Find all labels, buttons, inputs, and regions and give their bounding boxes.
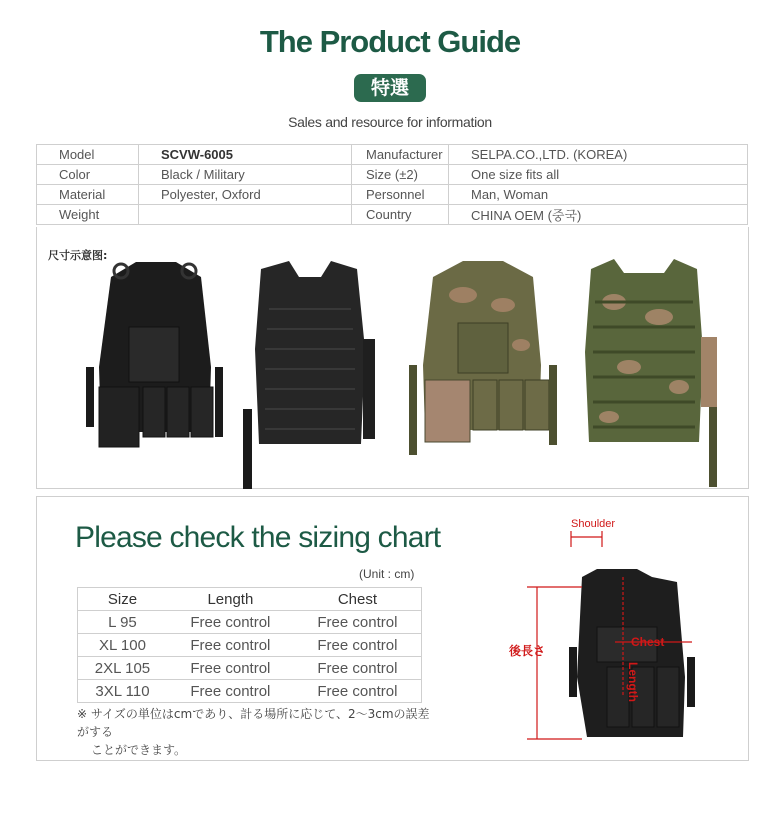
spec-label: Size (±2) xyxy=(352,165,449,185)
special-badge: 特選 xyxy=(354,74,426,102)
size-cell: XL 100 xyxy=(78,634,167,657)
spec-value: Black / Military xyxy=(139,165,352,185)
camo-vest-back-image xyxy=(569,257,729,492)
spec-value: Polyester, Oxford xyxy=(139,185,352,205)
length-label: Length xyxy=(626,662,640,702)
chest-cell: Free control xyxy=(294,634,422,657)
spec-value: SELPA.CO.,LTD. (KOREA) xyxy=(449,145,748,165)
spec-value: One size fits all xyxy=(449,165,748,185)
chest-cell: Free control xyxy=(294,657,422,680)
sizing-header: Size xyxy=(107,590,138,608)
spec-value xyxy=(139,205,352,225)
black-vest-back-image xyxy=(239,259,379,494)
shoulder-label: Shoulder xyxy=(571,518,616,530)
page-subtitle: Sales and resource for information xyxy=(288,114,492,130)
spec-row xyxy=(37,205,748,225)
photo-caption: 尺寸示意图: xyxy=(48,249,108,262)
page-title: The Product Guide xyxy=(259,24,521,59)
size-cell: L 95 xyxy=(78,611,167,634)
unit-label: (Unit : cm) xyxy=(359,567,415,581)
spec-label: Weight xyxy=(37,205,139,225)
sizing-title: Please check the sizing chart xyxy=(75,521,441,554)
spec-label: Color xyxy=(37,165,139,185)
spec-label: Personnel xyxy=(352,185,449,205)
sizing-header: Chest xyxy=(337,590,377,608)
chest-label: Chest xyxy=(631,635,665,649)
product-photos xyxy=(36,227,749,489)
sizing-header: Length xyxy=(207,590,254,608)
length-cell: Free control xyxy=(167,657,294,680)
note-line: ※ サイズの単位はcmであり、計る場所に応じて、2～3cmの誤差がする xyxy=(77,707,430,739)
spec-label: Manufacturer xyxy=(352,145,449,165)
spec-row xyxy=(37,165,748,185)
chest-cell: Free control xyxy=(294,680,422,703)
spec-label: Model xyxy=(37,145,139,165)
measurement-diagram xyxy=(37,497,748,760)
spec-value: Man, Woman xyxy=(449,185,748,205)
spec-value: SCVW-6005 xyxy=(139,145,352,165)
size-cell: 3XL 110 xyxy=(78,680,167,703)
spec-value: CHINA OEM (중국) xyxy=(449,205,748,225)
sizing-section xyxy=(36,496,749,761)
chest-cell: Free control xyxy=(294,611,422,634)
spec-table xyxy=(36,144,748,225)
length-cell: Free control xyxy=(167,611,294,634)
note-line: ことができます。 xyxy=(91,743,187,757)
back-length-label: 後長さ xyxy=(509,644,546,658)
spec-label: Material xyxy=(37,185,139,205)
length-cell: Free control xyxy=(167,634,294,657)
spec-label: Country xyxy=(352,205,449,225)
length-cell: Free control xyxy=(167,680,294,703)
black-vest-front-image xyxy=(81,257,231,467)
size-cell: 2XL 105 xyxy=(78,657,167,680)
camo-vest-front-image xyxy=(403,255,563,465)
spec-row xyxy=(37,145,748,165)
spec-row xyxy=(37,185,748,205)
